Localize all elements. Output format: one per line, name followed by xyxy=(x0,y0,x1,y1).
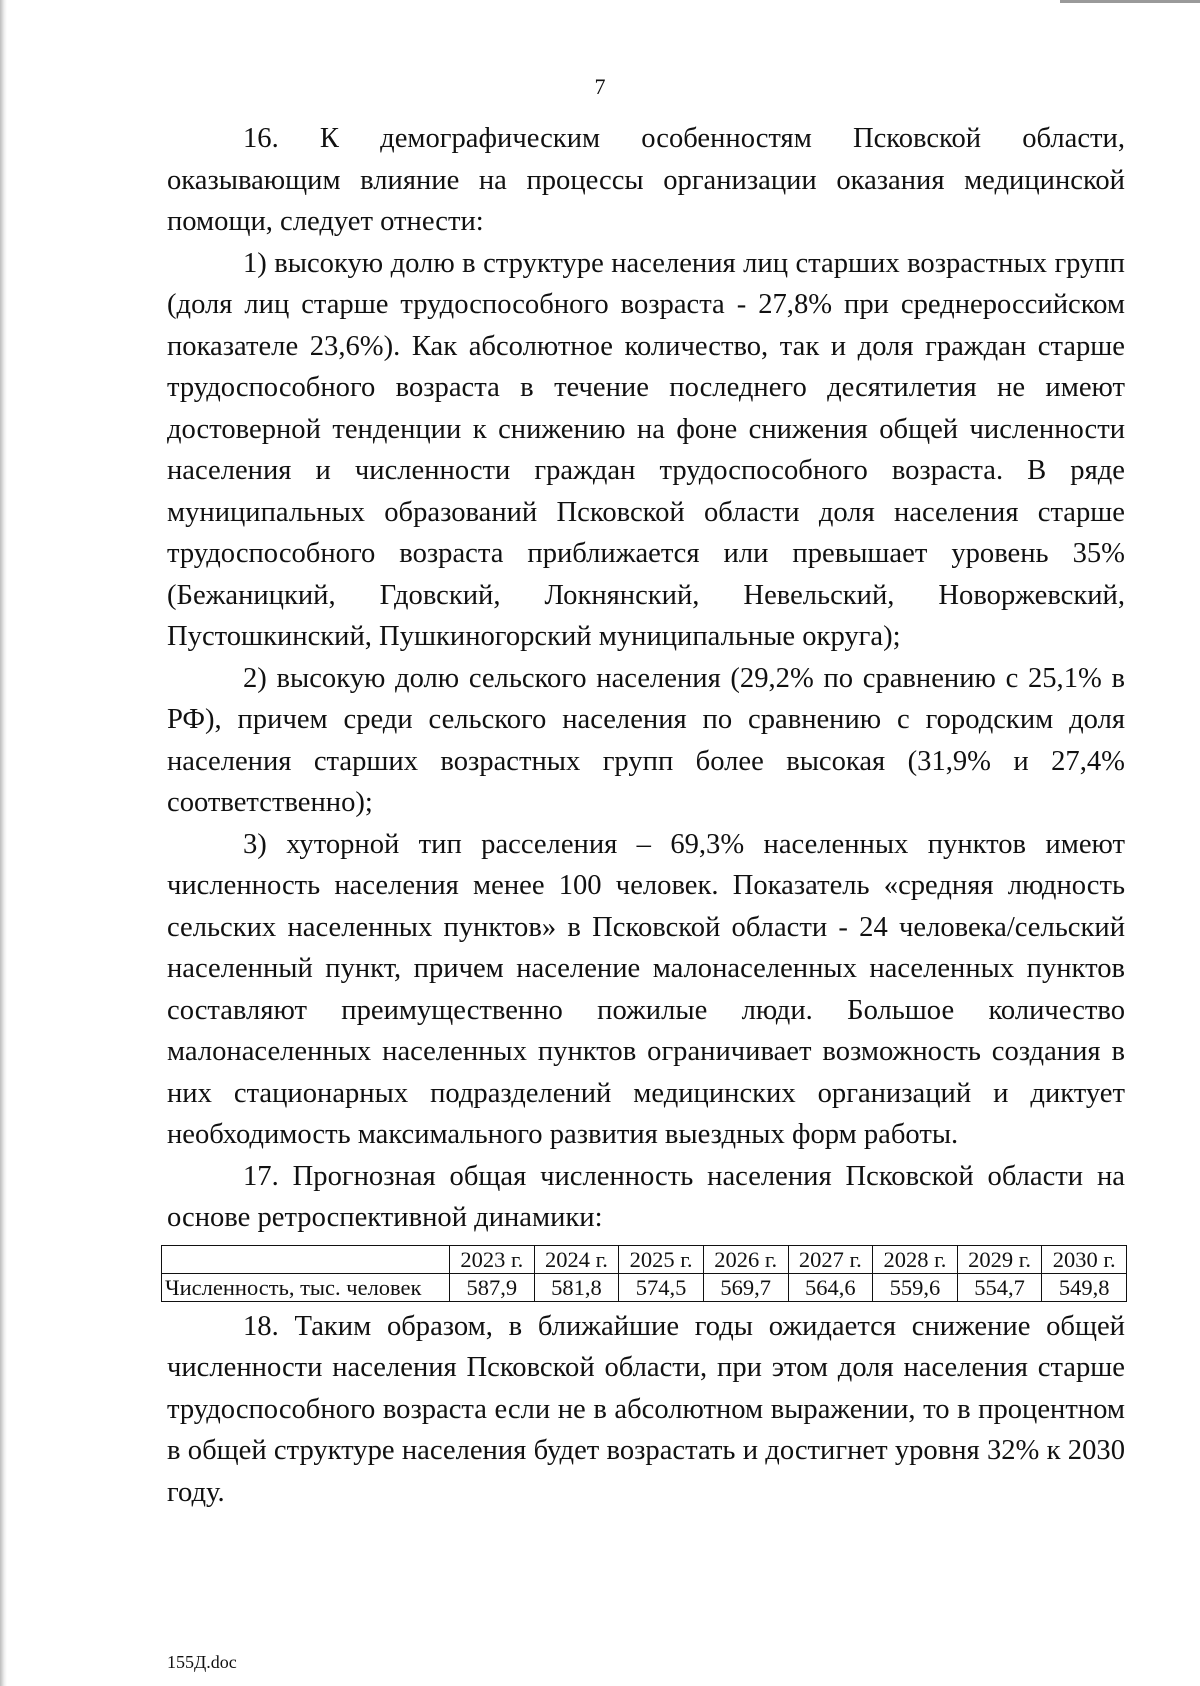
population-value: 581,8 xyxy=(534,1273,619,1301)
year-header: 2027 г. xyxy=(788,1245,873,1273)
year-header: 2026 г. xyxy=(703,1245,788,1273)
scan-left-edge xyxy=(0,0,7,1686)
population-value: 587,9 xyxy=(450,1273,535,1301)
table-corner-cell xyxy=(162,1245,450,1273)
page-number: 7 xyxy=(594,74,606,99)
year-header: 2030 г. xyxy=(1042,1245,1127,1273)
population-value: 574,5 xyxy=(619,1273,704,1301)
paragraph-16: 16. К демографическим особенностям Псковской области, оказывающим влияние на процессы организации оказания медицинской помощи, следует отнести: xyxy=(167,123,1125,237)
population-value: 554,7 xyxy=(957,1273,1042,1301)
population-value: 564,6 xyxy=(788,1273,873,1301)
list-item-2: 2) высокую долю сельского населения (29,2% по сравнению с 25,1% в РФ), причем среди сельского населения по сравнению с городским доля населения старших возрастных групп более высокая (31,9% и 27,4% соответственно); xyxy=(167,662,1125,818)
year-header: 2025 г. xyxy=(619,1245,704,1273)
population-value: 569,7 xyxy=(703,1273,788,1301)
population-value: 549,8 xyxy=(1042,1273,1127,1301)
paragraph-18: 18. Таким образом, в ближайшие годы ожидается снижение общей численности населения Псковской области, при этом доля населения старше трудоспособного возраста если не в абсолютном выражении, то в процентном в общей структуре населения будет возрастать и достигнет уровня 32% к 2030 году. xyxy=(167,1310,1125,1508)
population-value: 559,6 xyxy=(873,1273,958,1301)
row-label: Численность, тыс. человек xyxy=(162,1273,450,1301)
paragraph-17: 17. Прогнозная общая численность населения Псковской области на основе ретроспективной динамики: xyxy=(167,1160,1125,1233)
year-header: 2029 г. xyxy=(957,1245,1042,1273)
table-header-row xyxy=(162,1245,1127,1273)
year-header: 2024 г. xyxy=(534,1245,619,1273)
document-body xyxy=(167,118,1125,1513)
year-header: 2023 г. xyxy=(450,1245,535,1273)
footer-filename: 155Д.doc xyxy=(167,1652,237,1672)
year-header: 2028 г. xyxy=(873,1245,958,1273)
table-row xyxy=(162,1273,1127,1301)
list-item-3: 3) хуторной тип расселения – 69,3% населенных пунктов имеют численность населения менее 100 человек. Показатель «средняя людность сельских населенных пунктов» в Псковской области - 24 человека/сельский населенный пункт, причем население малонаселенных населенных пунктов составляют преимущественно пожилые люди. Большое количество малонаселенных населенных пунктов ограничивает возможность создания в них стационарных подразделений медицинских организаций и диктует необходимость максимального развития выездных форм работы. xyxy=(167,828,1125,1150)
population-forecast-table xyxy=(161,1245,1127,1302)
scan-top-edge xyxy=(1060,0,1200,3)
list-item-1: 1) высокую долю в структуре населения лиц старших возрастных групп (доля лиц старше трудоспособного возраста - 27,8% при среднероссийском показателе 23,6%). Как абсолютное количество, так и доля граждан старше трудоспособного возраста в течение последнего десятилетия не имеют достоверной тенденции к снижению на фоне снижения общей численности населения и численности граждан трудоспособного возраста. В ряде муниципальных образований Псковской области доля населения старше трудоспособного возраста приближается или превышает уровень 35% (Бежаницкий, Гдовский, Локнянский, Невельский, Новоржевский, Пустошкинский, Пушкиногорский муниципальные округа); xyxy=(167,247,1125,652)
